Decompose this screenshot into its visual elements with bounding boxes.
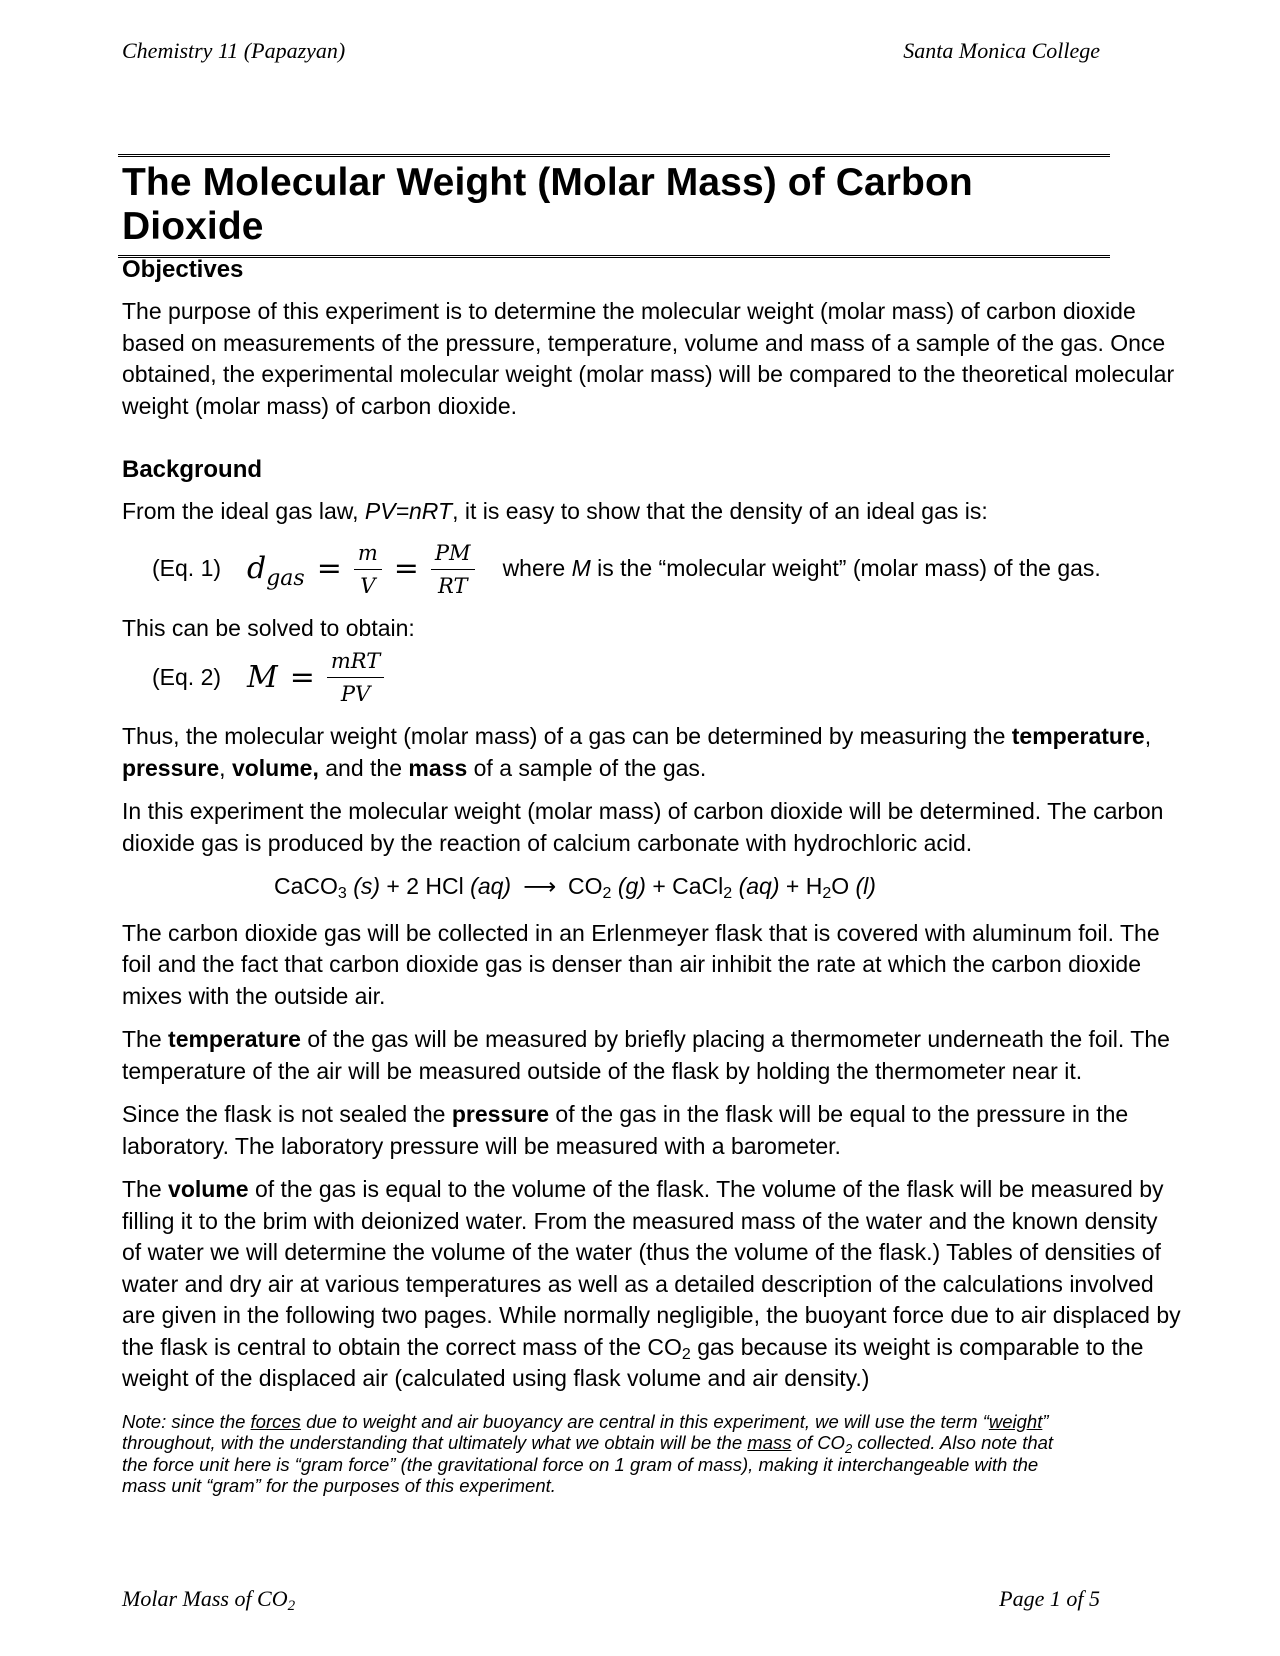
- solved-text: This can be solved to obtain:: [122, 614, 415, 641]
- objectives-heading: Objectives: [122, 256, 244, 283]
- background-intro: [122, 496, 1182, 528]
- reaction-equation: [122, 871, 1182, 904]
- rxn-h: + H: [779, 873, 823, 899]
- eq1-where-var: M: [571, 555, 591, 582]
- eq1-where-b: is the “molecular weight” (molar mass) of the gas.: [590, 555, 1101, 582]
- note-a: Note: since the: [122, 1410, 251, 1432]
- note-d: of CO: [791, 1432, 845, 1453]
- rxn-caco: CaCO: [274, 873, 338, 899]
- header-college: Santa Monica College: [903, 38, 1100, 63]
- eq1-d: d: [247, 551, 267, 587]
- pressure-paragraph: [122, 1099, 1182, 1162]
- eq1-where-a: where: [502, 555, 572, 582]
- header-course: Chemistry 11 (Papazyan): [122, 38, 346, 63]
- rxn-caco-phase: (s): [346, 873, 381, 899]
- vol-bold: volume: [168, 1176, 249, 1202]
- rxn-water-phase: (l): [855, 873, 876, 899]
- background-heading: Background: [122, 456, 263, 483]
- rxn-co-sub: 2: [602, 885, 612, 902]
- eq2-num: mRT: [327, 648, 384, 678]
- note-weight: weight: [988, 1410, 1043, 1432]
- rxn-h-sub: 2: [822, 885, 832, 902]
- eq1-equals-2: =: [393, 551, 419, 587]
- thus-pressure: pressure: [122, 754, 220, 781]
- document-body: [122, 255, 1182, 1497]
- vol-a: The: [122, 1176, 169, 1202]
- eq2-equals: =: [289, 659, 315, 695]
- note-c: ” throughout, with the understanding that ultimately what we obtain will be the: [122, 1410, 1049, 1453]
- note-mass: mass: [747, 1432, 792, 1453]
- eq2-label: (Eq. 2): [152, 663, 222, 690]
- thus-b: ,: [1144, 723, 1152, 749]
- note-forces: forces: [250, 1410, 301, 1432]
- rxn-hcl: + 2 HCl: [380, 873, 471, 899]
- press-a: Since the flask is not sealed the: [122, 1101, 452, 1127]
- page-header: [122, 38, 1100, 64]
- eq1-f1-den: V: [360, 573, 376, 598]
- rxn-cacl: + CaCl: [645, 873, 724, 899]
- rxn-o: O: [831, 873, 856, 899]
- vol-sub: 2: [681, 1345, 691, 1363]
- thus-mass: mass: [408, 754, 468, 781]
- ideal-gas-law: PV=nRT: [364, 498, 453, 524]
- equation-1: [152, 540, 1182, 599]
- rxn-co: CO: [568, 873, 603, 899]
- eq1-equals-1: =: [316, 551, 342, 587]
- title-box: [118, 154, 1110, 258]
- temp-a: The: [122, 1026, 169, 1052]
- footer-title-text: Molar Mass of CO: [122, 1586, 288, 1611]
- eq1-fraction-pm-rt: [431, 540, 475, 599]
- eq1-f2-den: RT: [438, 573, 468, 598]
- eq1-label: (Eq. 1): [152, 555, 222, 582]
- thus-temperature: temperature: [1011, 723, 1145, 749]
- thus-a: Thus, the molecular weight (molar mass) of a gas can be determined by measuring the: [122, 723, 1012, 749]
- thus-volume: volume,: [231, 754, 319, 781]
- footer-title: [122, 1586, 295, 1612]
- eq2-den: PV: [340, 682, 371, 706]
- note-b: due to weight and air buoyancy are central in this experiment, we will use the term “: [300, 1410, 989, 1432]
- eq2-lhs: M: [247, 659, 278, 695]
- eq1-fraction-m-v: [354, 540, 382, 599]
- objectives-text: The purpose of this experiment is to determine the molecular weight (molar mass) of carbon dioxide based on measurements of the pressure, temperature, volume and mass of a sample of the gas. Once obtained, the experimental molecular weight (molar mass) will be compared to the theoretical molecular weight (molar mass) of carbon dioxide.: [122, 298, 1175, 419]
- press-c: of the gas in the flask will be equal to the pressure in the laboratory. The laboratory pressure will be measured with a barometer.: [122, 1101, 1129, 1159]
- vol-c: of the gas is equal to the volume of the flask. The volume of the flask will be measured by filling it to the brim with deionized water. From the measured mass of the water and the known density of water we will determine the volume of the water (thus the volume of the flask.) Tables of densities of water and dry air at various temperatures as well as a detailed description of the calculations involved are given in the following two pages. While normally negligible, the buoyant force due to air displaced by the flask is central to obtain the correct mass of the CO: [122, 1176, 1181, 1360]
- press-bold: pressure: [451, 1101, 550, 1127]
- rxn-arrow: ⟶: [523, 874, 557, 900]
- equation-2: [152, 648, 1182, 707]
- thus-d: and the: [318, 754, 409, 781]
- rxn-co-phase: (g): [611, 873, 646, 899]
- collect-paragraph: The carbon dioxide gas will be collected in an Erlenmeyer flask that is covered with aluminum foil. The foil and the fact that carbon dioxide gas is denser than air inhibit the rate at which the carbon dioxide mixes with the outside air.: [122, 919, 1160, 1009]
- eq2-fraction: [327, 648, 384, 707]
- rxn-cacl-sub: 2: [723, 885, 733, 902]
- eq1-f1-num: m: [354, 540, 382, 570]
- intro-text-a: From the ideal gas law,: [122, 498, 365, 524]
- page-title: The Molecular Weight (Molar Mass) of Carbon Dioxide: [122, 161, 973, 248]
- page-footer: [122, 1586, 1100, 1612]
- intro-text-b: , it is easy to show that the density of an ideal gas is:: [452, 498, 988, 524]
- footer-title-sub: 2: [287, 1598, 296, 1614]
- note-sub: 2: [844, 1441, 853, 1456]
- thus-e: of a sample of the gas.: [467, 754, 707, 781]
- temp-bold: temperature: [168, 1026, 301, 1052]
- eq1-gas-sub: gas: [266, 566, 305, 592]
- vol-d: gas because its weight is comparable to the weight of the displaced air (calculated using flask volume and air density.): [122, 1333, 1144, 1391]
- eq1-f2-num: PM: [431, 540, 475, 570]
- experiment-paragraph: In this experiment the molecular weight (molar mass) of carbon dioxide will be determined. The carbon dioxide gas is produced by the reaction of calcium carbonate with hydrochloric acid.: [122, 798, 1164, 856]
- note-paragraph: [122, 1411, 1062, 1497]
- temp-c: of the gas will be measured by briefly placing a thermometer underneath the foil. The temperature of the air will be measured outside of the flask by holding the thermometer near it.: [122, 1026, 1170, 1084]
- thus-c: ,: [219, 754, 232, 781]
- rxn-cacl-phase: (aq): [732, 873, 780, 899]
- rxn-caco-sub: 3: [337, 885, 347, 902]
- thus-paragraph: [122, 721, 1182, 784]
- volume-paragraph: [122, 1174, 1182, 1395]
- note-e: collected. Also note that the force unit here is “gram force” (the gravitational force on 1 gram of mass), making it interchangeable with the mass unit “gram” for the purposes of this experiment.: [122, 1432, 1054, 1496]
- temperature-paragraph: [122, 1024, 1182, 1087]
- footer-page-number: Page 1 of 5: [999, 1586, 1100, 1611]
- rxn-hcl-phase: (aq): [470, 873, 512, 899]
- eq1-lhs: [247, 551, 305, 592]
- eq1-where: [503, 553, 1101, 585]
